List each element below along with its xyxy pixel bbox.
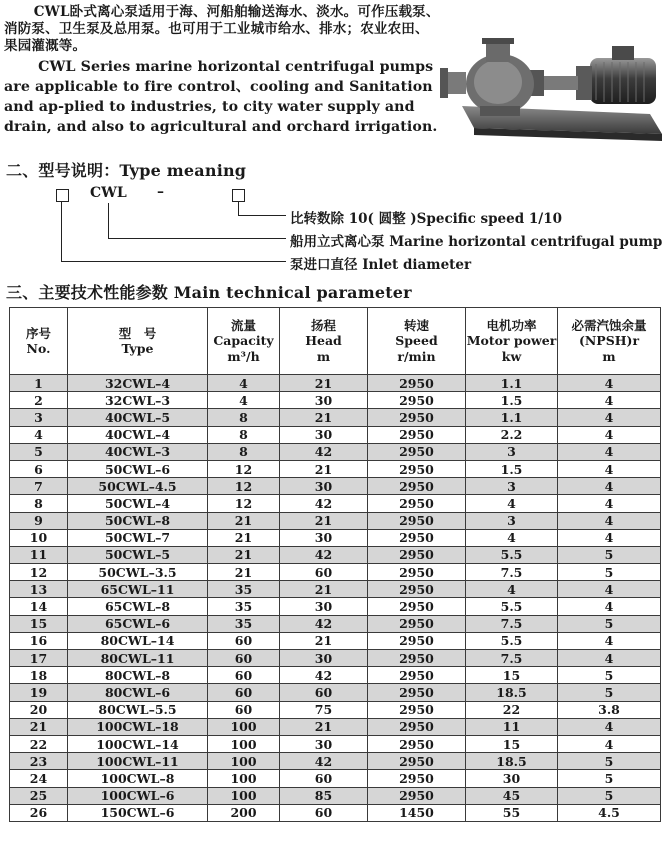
parameter-table [9, 307, 661, 822]
cell-head: 75 [280, 701, 368, 718]
cell-capacity: 100 [208, 735, 280, 752]
cell-npsh: 4 [558, 443, 661, 460]
cell-capacity: 35 [208, 615, 280, 632]
cell-type: 50CWL–8 [68, 512, 208, 529]
cell-speed: 2950 [368, 770, 466, 787]
cell-head: 42 [280, 753, 368, 770]
intro-text [4, 4, 440, 137]
header-unit: m³/h [227, 348, 260, 364]
cell-no: 14 [10, 598, 68, 615]
header-no [10, 308, 68, 375]
cell-capacity: 12 [208, 460, 280, 477]
cell-motor-power: 5.5 [466, 632, 558, 649]
table-body [10, 375, 661, 822]
cell-motor-power: 15 [466, 735, 558, 752]
cell-speed: 2950 [368, 650, 466, 667]
cell-speed: 1450 [368, 804, 466, 821]
table-row [10, 478, 661, 495]
cell-capacity: 12 [208, 495, 280, 512]
cell-no: 13 [10, 581, 68, 598]
cell-type: 40CWL–3 [68, 443, 208, 460]
table-row [10, 564, 661, 581]
pump-photo [440, 36, 668, 144]
cell-no: 22 [10, 735, 68, 752]
cell-head: 21 [280, 512, 368, 529]
header-unit: m [316, 348, 331, 364]
cell-type: 80CWL–8 [68, 667, 208, 684]
cell-capacity: 60 [208, 632, 280, 649]
cell-type: 32CWL–4 [68, 375, 208, 392]
type-meaning-title: 二、型号说明：Type meaning [6, 161, 247, 180]
header-cn: 序号 [25, 325, 51, 341]
cell-no: 1 [10, 375, 68, 392]
header-cn: 型 号 [118, 325, 157, 341]
cell-type: 100CWL–8 [68, 770, 208, 787]
cell-type: 50CWL–3.5 [68, 564, 208, 581]
cell-capacity: 12 [208, 478, 280, 495]
cell-speed: 2950 [368, 598, 466, 615]
cell-npsh: 4 [558, 650, 661, 667]
cell-motor-power: 3 [466, 478, 558, 495]
header-cn: 转速 [403, 317, 429, 333]
note-inlet-diameter: 泵进口直径 Inlet diameter [290, 257, 472, 273]
cell-no: 10 [10, 529, 68, 546]
cell-capacity: 35 [208, 581, 280, 598]
cell-head: 60 [280, 804, 368, 821]
cell-npsh: 4 [558, 409, 661, 426]
header-en: No. [26, 341, 51, 356]
inlet-diameter-box [56, 189, 69, 202]
cell-capacity: 60 [208, 667, 280, 684]
cell-head: 21 [280, 581, 368, 598]
cell-motor-power: 18.5 [466, 753, 558, 770]
cell-npsh: 5 [558, 667, 661, 684]
cell-head: 60 [280, 770, 368, 787]
model-code: CWL [90, 185, 127, 201]
cell-capacity: 21 [208, 529, 280, 546]
cell-type: 50CWL–4.5 [68, 478, 208, 495]
cell-head: 30 [280, 478, 368, 495]
cell-capacity: 100 [208, 718, 280, 735]
cell-capacity: 4 [208, 375, 280, 392]
cell-speed: 2950 [368, 684, 466, 701]
cell-type: 50CWL–5 [68, 546, 208, 563]
table-row [10, 667, 661, 684]
table-row [10, 409, 661, 426]
table-row [10, 770, 661, 787]
table-row [10, 546, 661, 563]
header-en: Motor power [466, 333, 557, 349]
cell-speed: 2950 [368, 443, 466, 460]
cell-capacity: 4 [208, 392, 280, 409]
cell-npsh: 5 [558, 615, 661, 632]
note-pump-type: 船用立式离心泵 Marine horizontal centrifugal pump [290, 234, 663, 250]
cell-type: 40CWL–5 [68, 409, 208, 426]
connector-line [108, 238, 286, 239]
cell-npsh: 5 [558, 684, 661, 701]
cell-motor-power: 1.1 [466, 375, 558, 392]
header-npsh [558, 308, 661, 375]
header-en: Type [121, 341, 154, 356]
header-en: Head [305, 333, 342, 349]
cell-no: 24 [10, 770, 68, 787]
cell-no: 17 [10, 650, 68, 667]
cell-type: 100CWL–18 [68, 718, 208, 735]
cell-npsh: 5 [558, 546, 661, 563]
table-row [10, 804, 661, 821]
cell-no: 25 [10, 787, 68, 804]
cell-speed: 2950 [368, 495, 466, 512]
cell-npsh: 5 [558, 564, 661, 581]
cell-no: 5 [10, 443, 68, 460]
cell-motor-power: 7.5 [466, 564, 558, 581]
cell-motor-power: 4 [466, 495, 558, 512]
table-row [10, 460, 661, 477]
cell-type: 80CWL–11 [68, 650, 208, 667]
cell-capacity: 60 [208, 684, 280, 701]
cell-no: 16 [10, 632, 68, 649]
header-unit: m [602, 348, 616, 364]
table-row [10, 753, 661, 770]
table-row [10, 375, 661, 392]
cell-no: 8 [10, 495, 68, 512]
header-capacity [208, 308, 280, 375]
cell-motor-power: 5.5 [466, 546, 558, 563]
connector-line [238, 202, 239, 216]
cell-head: 60 [280, 564, 368, 581]
cell-head: 21 [280, 460, 368, 477]
cell-capacity: 100 [208, 787, 280, 804]
cell-npsh: 4 [558, 392, 661, 409]
cell-capacity: 200 [208, 804, 280, 821]
cell-speed: 2950 [368, 529, 466, 546]
cell-capacity: 8 [208, 426, 280, 443]
cell-type: 50CWL–7 [68, 529, 208, 546]
cell-npsh: 4 [558, 460, 661, 477]
cell-head: 21 [280, 718, 368, 735]
cell-motor-power: 3 [466, 443, 558, 460]
cell-npsh: 5 [558, 753, 661, 770]
cell-head: 60 [280, 684, 368, 701]
cell-npsh: 4 [558, 426, 661, 443]
cell-type: 50CWL–6 [68, 460, 208, 477]
cell-head: 42 [280, 667, 368, 684]
table-row [10, 735, 661, 752]
cell-capacity: 21 [208, 512, 280, 529]
table-row [10, 701, 661, 718]
table-row [10, 529, 661, 546]
cell-speed: 2950 [368, 392, 466, 409]
header-motor-power [466, 308, 558, 375]
table-header-row [10, 308, 661, 375]
intro-english: CWL Series marine horizontal centrifugal pumps are applicable to fire control、cooling and Sanitation and ap-plied to industries, to city water supply and drain, and also to agricultural and orchard irrigation. [4, 59, 438, 135]
cell-npsh: 4 [558, 512, 661, 529]
cell-speed: 2950 [368, 701, 466, 718]
cell-npsh: 4 [558, 735, 661, 752]
table-row [10, 650, 661, 667]
cell-head: 21 [280, 375, 368, 392]
model-dash: – [157, 184, 164, 200]
cell-capacity: 100 [208, 770, 280, 787]
cell-motor-power: 1.1 [466, 409, 558, 426]
table-row [10, 684, 661, 701]
cell-speed: 2950 [368, 546, 466, 563]
cell-type: 80CWL–5.5 [68, 701, 208, 718]
cell-npsh: 5 [558, 787, 661, 804]
header-cn: 流量 [230, 317, 256, 333]
header-en: Capacity [213, 333, 274, 349]
cell-head: 30 [280, 650, 368, 667]
cell-head: 30 [280, 735, 368, 752]
connector-line [238, 215, 286, 216]
cell-head: 85 [280, 787, 368, 804]
table-row [10, 495, 661, 512]
cell-speed: 2950 [368, 564, 466, 581]
cell-capacity: 21 [208, 546, 280, 563]
cell-no: 23 [10, 753, 68, 770]
cell-capacity: 35 [208, 598, 280, 615]
header-en: Speed [395, 333, 438, 349]
cell-capacity: 60 [208, 650, 280, 667]
cell-motor-power: 1.5 [466, 392, 558, 409]
cell-npsh: 4 [558, 375, 661, 392]
cell-head: 21 [280, 409, 368, 426]
cell-motor-power: 30 [466, 770, 558, 787]
table-row [10, 392, 661, 409]
cell-no: 4 [10, 426, 68, 443]
cell-speed: 2950 [368, 478, 466, 495]
cell-motor-power: 11 [466, 718, 558, 735]
cell-head: 30 [280, 598, 368, 615]
table-row [10, 581, 661, 598]
cell-type: 65CWL–11 [68, 581, 208, 598]
table-row [10, 512, 661, 529]
cell-speed: 2950 [368, 632, 466, 649]
cell-motor-power: 5.5 [466, 598, 558, 615]
cell-capacity: 8 [208, 409, 280, 426]
cell-motor-power: 4 [466, 581, 558, 598]
cell-head: 42 [280, 443, 368, 460]
cell-type: 80CWL–6 [68, 684, 208, 701]
cell-no: 21 [10, 718, 68, 735]
header-en: (NPSH)r [578, 333, 640, 349]
cell-motor-power: 7.5 [466, 615, 558, 632]
cell-speed: 2950 [368, 787, 466, 804]
header-unit: r/min [397, 348, 436, 364]
cell-speed: 2950 [368, 667, 466, 684]
cell-motor-power: 1.5 [466, 460, 558, 477]
header-cn: 扬程 [310, 317, 336, 333]
cell-speed: 2950 [368, 615, 466, 632]
cell-no: 11 [10, 546, 68, 563]
cell-speed: 2950 [368, 753, 466, 770]
table-row [10, 443, 661, 460]
cell-capacity: 21 [208, 564, 280, 581]
cell-head: 42 [280, 615, 368, 632]
header-type [68, 308, 208, 375]
connector-line [61, 261, 286, 262]
cell-no: 12 [10, 564, 68, 581]
cell-head: 42 [280, 546, 368, 563]
table-row [10, 718, 661, 735]
main-parameter-title: 三、主要技术性能参数 Main technical parameter [6, 283, 412, 302]
cell-no: 7 [10, 478, 68, 495]
cell-no: 3 [10, 409, 68, 426]
cell-npsh: 5 [558, 770, 661, 787]
cell-motor-power: 55 [466, 804, 558, 821]
cell-speed: 2950 [368, 426, 466, 443]
cell-speed: 2950 [368, 460, 466, 477]
table-row [10, 426, 661, 443]
cell-speed: 2950 [368, 409, 466, 426]
cell-capacity: 8 [208, 443, 280, 460]
cell-npsh: 4 [558, 478, 661, 495]
cell-npsh: 4 [558, 495, 661, 512]
cell-no: 2 [10, 392, 68, 409]
cell-speed: 2950 [368, 512, 466, 529]
cell-head: 21 [280, 632, 368, 649]
cell-npsh: 4 [558, 598, 661, 615]
header-unit: kw [501, 348, 522, 364]
cell-motor-power: 4 [466, 529, 558, 546]
cell-npsh: 3.8 [558, 701, 661, 718]
note-specific-speed: 比转数除 10( 圆整 )Specific speed 1/10 [290, 211, 562, 227]
header-cn: 电机功率 [486, 317, 537, 333]
connector-line [108, 203, 109, 239]
header-cn: 必需汽蚀余量 [571, 317, 647, 333]
cell-npsh: 4 [558, 581, 661, 598]
cell-npsh: 4.5 [558, 804, 661, 821]
cell-type: 65CWL–8 [68, 598, 208, 615]
cell-npsh: 4 [558, 718, 661, 735]
cell-no: 18 [10, 667, 68, 684]
cell-type: 80CWL–14 [68, 632, 208, 649]
cell-no: 15 [10, 615, 68, 632]
cell-head: 30 [280, 426, 368, 443]
cell-head: 42 [280, 495, 368, 512]
cell-type: 50CWL–4 [68, 495, 208, 512]
cell-no: 20 [10, 701, 68, 718]
cell-npsh: 4 [558, 632, 661, 649]
cell-motor-power: 45 [466, 787, 558, 804]
cell-speed: 2950 [368, 581, 466, 598]
cell-type: 32CWL–3 [68, 392, 208, 409]
cell-type: 100CWL–14 [68, 735, 208, 752]
table-row [10, 787, 661, 804]
cell-type: 100CWL–11 [68, 753, 208, 770]
cell-npsh: 4 [558, 529, 661, 546]
cell-capacity: 100 [208, 753, 280, 770]
cell-motor-power: 22 [466, 701, 558, 718]
cell-type: 65CWL–6 [68, 615, 208, 632]
cell-speed: 2950 [368, 735, 466, 752]
cell-head: 30 [280, 392, 368, 409]
cell-speed: 2950 [368, 718, 466, 735]
table-row [10, 598, 661, 615]
intro-chinese: CWL卧式离心泵适用于海、河船舶输送海水、淡水。可作压载泵、消防泵、卫生泵及总用泵。也可用于工业城市给水、排水；农业农田、果园灌溉等。 [4, 4, 440, 54]
cell-head: 30 [280, 529, 368, 546]
cell-no: 9 [10, 512, 68, 529]
cell-motor-power: 2.2 [466, 426, 558, 443]
cell-type: 150CWL–6 [68, 804, 208, 821]
header-head [280, 308, 368, 375]
cell-type: 100CWL–6 [68, 787, 208, 804]
cell-speed: 2950 [368, 375, 466, 392]
table-row [10, 632, 661, 649]
header-speed [368, 308, 466, 375]
cell-motor-power: 18.5 [466, 684, 558, 701]
specific-speed-box [232, 189, 245, 202]
connector-line [61, 202, 62, 262]
cell-no: 19 [10, 684, 68, 701]
cell-motor-power: 7.5 [466, 650, 558, 667]
cell-motor-power: 15 [466, 667, 558, 684]
cell-motor-power: 3 [466, 512, 558, 529]
cell-no: 26 [10, 804, 68, 821]
cell-capacity: 60 [208, 701, 280, 718]
cell-no: 6 [10, 460, 68, 477]
cell-type: 40CWL–4 [68, 426, 208, 443]
table-row [10, 615, 661, 632]
